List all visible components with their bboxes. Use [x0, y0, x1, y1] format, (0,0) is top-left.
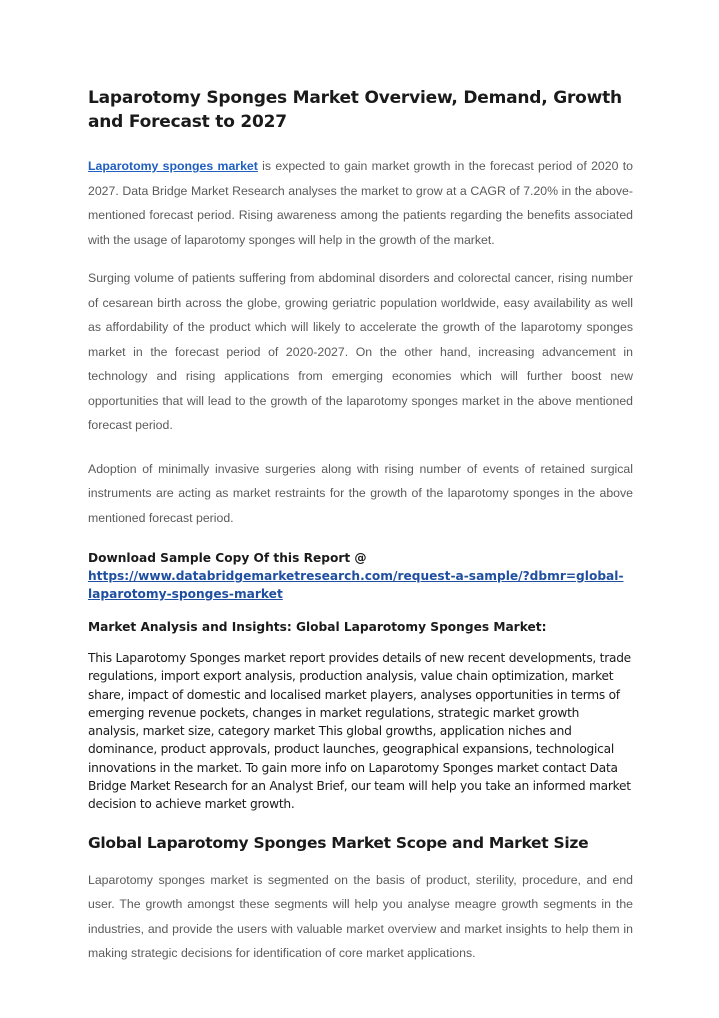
- document-page: [88, 0, 633, 966]
- market-link[interactable]: Laparotomy sponges market: [88, 159, 258, 173]
- download-sample-link[interactable]: https://www.databridgemarketresearch.com/request-a-sample/?dbmr=global-laparotomy-sponges-market: [88, 569, 624, 601]
- drivers-paragraph: Surging volume of patients suffering from abdominal disorders and colorectal cancer, rising number of cesarean birth across the globe, growing geriatric population worldwide, easy availability as well as affordability of the product which will likely to accelerate the growth of the laparotomy sponges market in the forecast period of 2020-2027. On the other hand, increasing advancement in technology and rising applications from emerging economies which will further boost new opportunities that will lead to the growth of the laparotomy sponges market in the above mentioned forecast period.: [88, 271, 633, 432]
- scope-heading: Global Laparotomy Sponges Market Scope and Market Size: [88, 833, 589, 852]
- analysis-paragraph: This Laparotomy Sponges market report provides details of new recent developments, trade regulations, import export analysis, production analysis, value chain optimization, market share, impact of domestic and localised market players, analyses opportunities in terms of emerging revenue pockets, changes in market regulations, strategic market growth analysis, market size, category market This global growths, application niches and dominance, product approvals, product launches, geographical expansions, technological innovations in the market. To gain more info on Laparotomy Sponges market contact Data Bridge Market Research for an Analyst Brief, our team will help you take an informed market decision to achieve market growth.: [88, 651, 631, 812]
- download-sample-block: [88, 549, 633, 603]
- download-sample-label: Download Sample Copy Of this Report @: [88, 551, 367, 565]
- restraints-paragraph: Adoption of minimally invasive surgeries along with rising number of events of retained surgical instruments are acting as market restraints for the growth of the laparotomy sponges in the above mentioned forecast period.: [88, 461, 633, 525]
- intro-paragraph-text: is expected to gain market growth in the forecast period of 2020 to 2027. Data Bridge Market Research analyses the market to grow at a CAGR of 7.20% in the above-mentioned forecast period. Rising awareness among the patients regarding the benefits associated with the usage of laparotomy sponges will help in the growth of the market.: [88, 159, 633, 247]
- scope-paragraph: Laparotomy sponges market is segmented on the basis of product, sterility, procedure, and end user. The growth amongst these segments will help you analyse meagre growth segments in the industries, and provide the users with valuable market overview and market insights to help them in making strategic decisions for identification of core market applications.: [88, 872, 633, 961]
- analysis-heading: Market Analysis and Insights: Global Laparotomy Sponges Market:: [88, 620, 547, 634]
- intro-paragraph: [88, 154, 633, 252]
- document-title: Laparotomy Sponges Market Overview, Demand, Growth and Forecast to 2027: [88, 88, 622, 132]
